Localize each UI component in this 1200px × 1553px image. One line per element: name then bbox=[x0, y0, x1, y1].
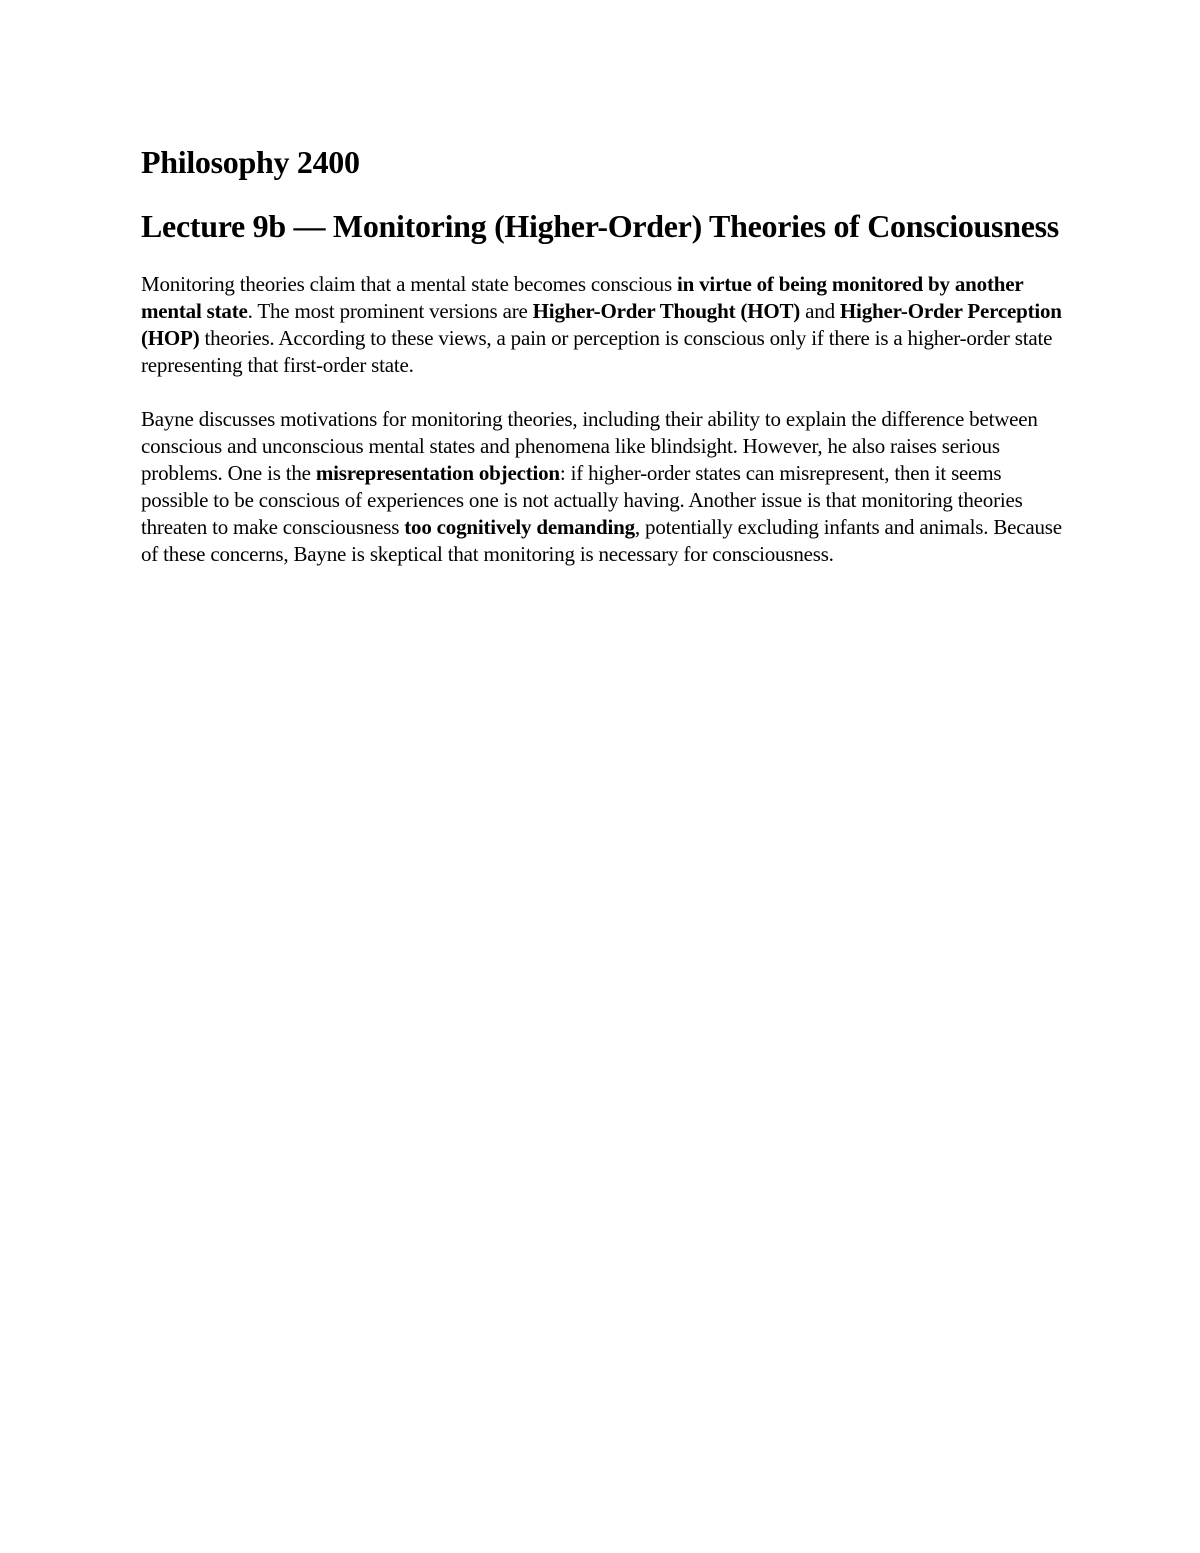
paragraph-monitoring-theories bbox=[141, 271, 1066, 379]
lecture-title: Lecture 9b — Monitoring (Higher-Order) Theories of Consciousness bbox=[141, 208, 1059, 244]
bold-phrase: too cognitively demanding bbox=[404, 515, 635, 539]
paragraph-bayne-discussion bbox=[141, 406, 1066, 568]
bold-phrase: Higher-Order Thought (HOT) bbox=[532, 299, 801, 323]
paragraph-text: and bbox=[800, 299, 840, 323]
paragraph-text: , potentially excluding infants and animals. Because of these concerns, Bayne is skeptical that monitoring is necessary for consciousness. bbox=[141, 515, 1062, 566]
paragraph-text: : if higher-order states can misrepresent, then it seems possible to be conscious of experiences one is not actually having. Another issue is that monitoring theories threaten to make consciousness bbox=[141, 461, 1023, 539]
course-title: Philosophy 2400 bbox=[141, 144, 360, 180]
bold-phrase: misrepresentation objection bbox=[315, 461, 560, 485]
bold-phrase: Higher-Order Perception (HOP) bbox=[141, 299, 1062, 350]
paragraph-text: . The most prominent versions are bbox=[247, 299, 533, 323]
paragraph-text: Monitoring theories claim that a mental state becomes conscious bbox=[141, 272, 677, 296]
paragraph-text: theories. According to these views, a pain or perception is conscious only if there is a higher-order state representing that first-order state. bbox=[141, 326, 1053, 377]
bold-phrase: in virtue of being monitored by another mental state bbox=[141, 272, 1024, 323]
paragraph-text: Bayne discusses motivations for monitoring theories, including their ability to explain the difference between conscious and unconscious mental states and phenomena like blindsight. However, he also raises serious problems. One is the bbox=[141, 407, 1038, 485]
document-body bbox=[141, 140, 1066, 568]
